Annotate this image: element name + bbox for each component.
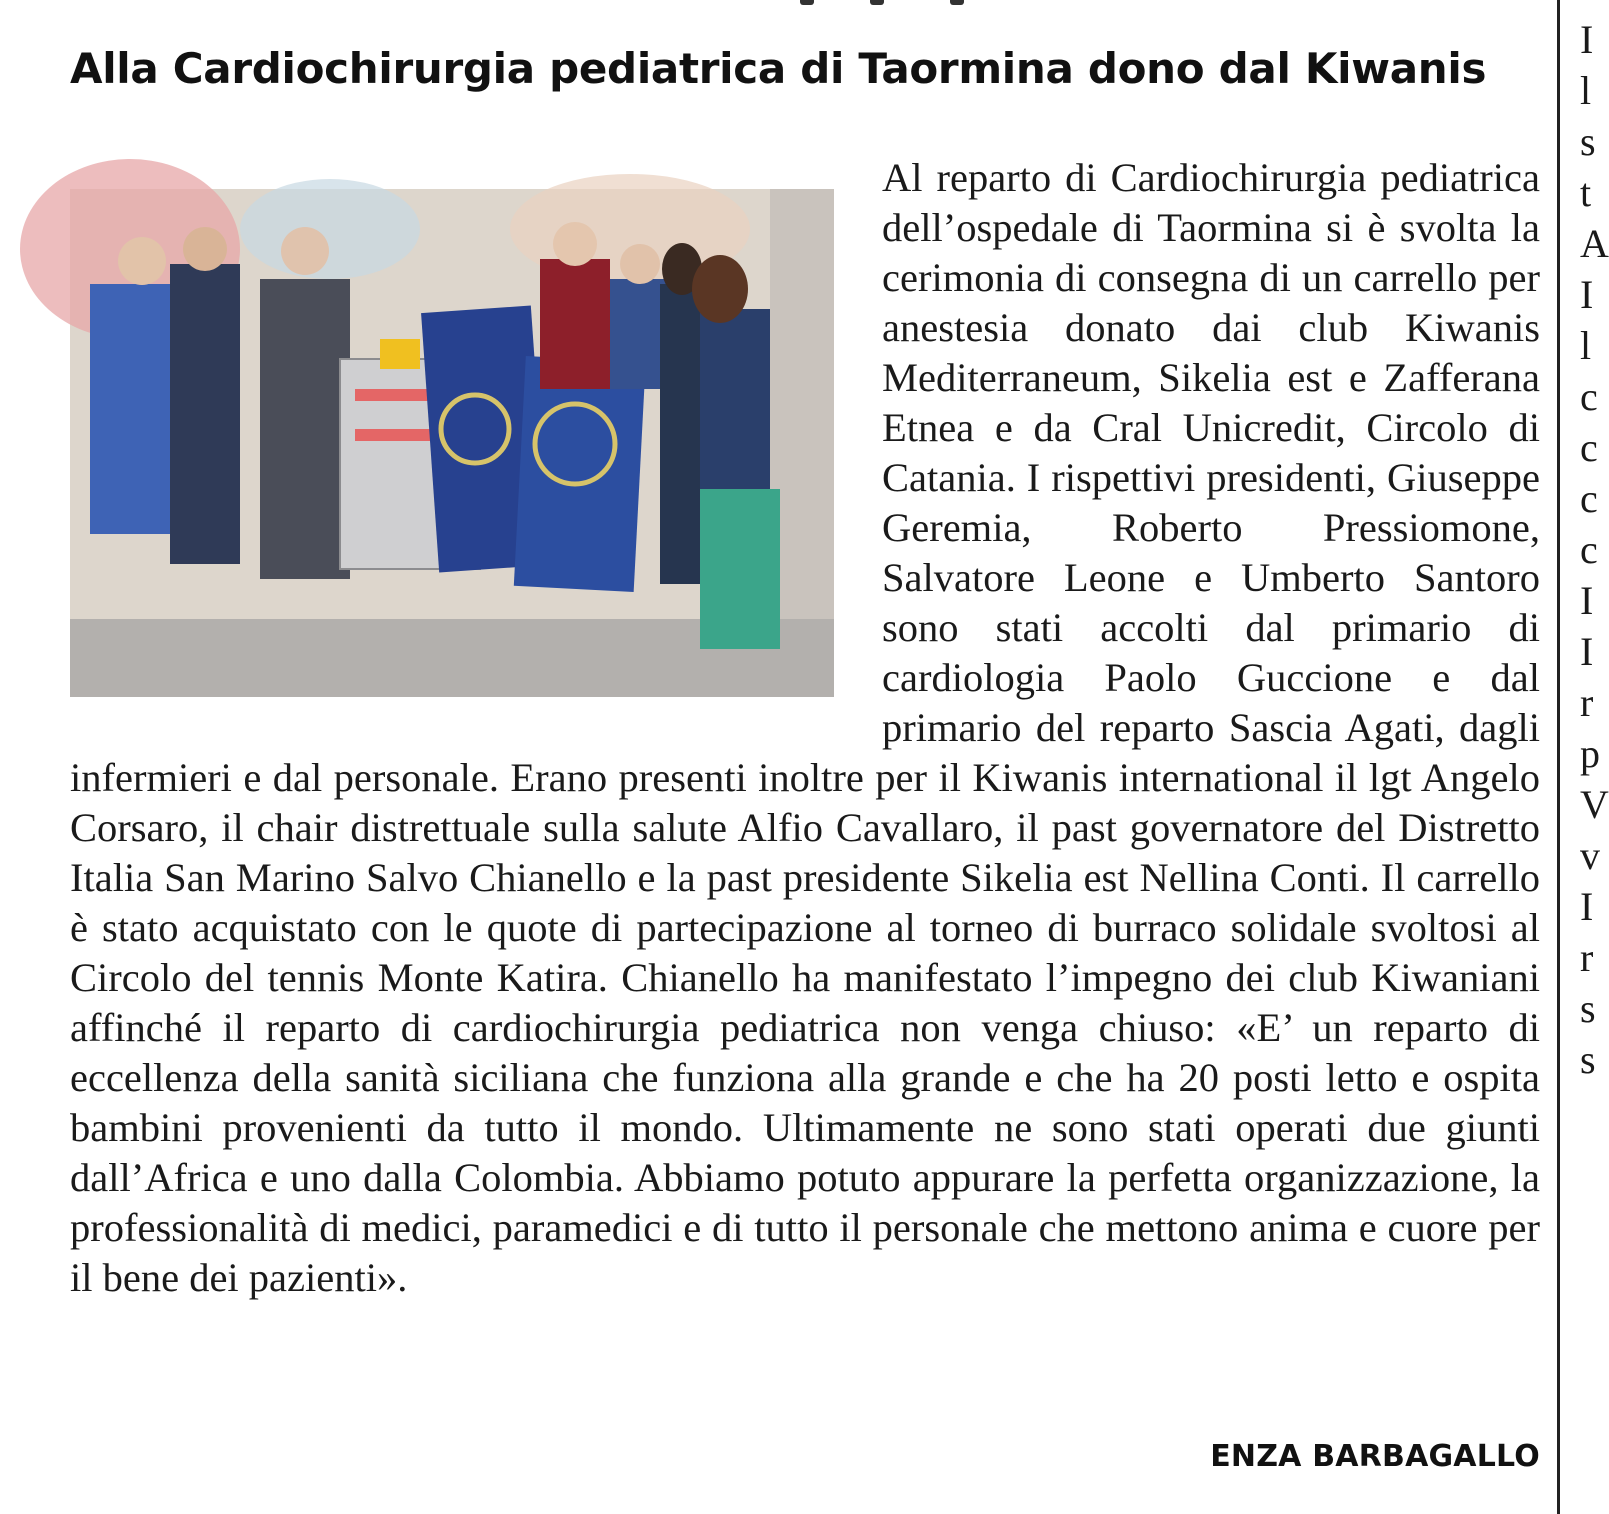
adjacent-column-letter: v <box>1580 833 1600 878</box>
article-body-text: Al reparto di Cardiochirurgia pediatrica dell’ospedale di Taormina si è svolta la cerimonia di consegna di un carrello per anestesia donato dai club Kiwanis Mediterraneum, Sikelia est e Zafferana Etnea e da Cral Unicredit, Circolo di Catania. I rispettivi presidenti, Giuseppe Geremia, Roberto Pressiomone, Salvatore Leone e Umberto Santoro sono stati accolti dal primario di cardiologia Paolo Guccione e dal primario del reparto Sascia Agati, dagli infermieri e dal personale. Erano presenti inoltre per il Kiwanis international il lgt Angelo Corsaro, il chair distrettuale sulla salute Alfio Cavallaro, il past governatore del Distretto Italia San Marino Salvo Chianello e la past presidente Sikelia est Nellina Conti. Il carrello è stato acquistato con le quote di partecipazione al torneo di burraco solidale svoltosi al Circolo del tennis Monte Katira. Chianello ha manifestato l’impegno dei club Kiwaniani affinché il reparto di cardiochirurgia pediatrica non venga chiuso: «E’ un reparto di eccellenza della sanità siciliana che funziona alla grande e che ha 20 posti letto e ospita bambini provenienti da tutto il mondo. Ultimamente ne sono stati operati due giunti dall’Africa e uno dalla Colombia. Abbiamo potuto appurare la perfetta organizzazione, la professionalità di medici, paramedici e di tutto il personale che mettono anima e cuore per il bene dei pazienti». <box>70 155 1540 1300</box>
adjacent-column-letter: l <box>1580 323 1592 368</box>
adjacent-column-letter: I <box>1580 578 1594 623</box>
adjacent-column-fragment <box>1580 0 1609 1514</box>
adjacent-column-letter: I <box>1580 629 1594 674</box>
top-crop-marks <box>790 0 990 6</box>
adjacent-column-letter: V <box>1580 782 1609 827</box>
column-divider <box>1557 0 1560 1514</box>
article-body-block <box>70 153 1540 1303</box>
adjacent-column-letter: r <box>1580 680 1594 725</box>
adjacent-column-letter: c <box>1580 374 1598 419</box>
adjacent-column-letter: I <box>1580 272 1594 317</box>
adjacent-column-letter: c <box>1580 425 1598 470</box>
adjacent-column-letter: c <box>1580 527 1598 572</box>
article-photo <box>70 189 834 697</box>
adjacent-column-letter: p <box>1580 731 1600 776</box>
adjacent-column-letter: c <box>1580 476 1598 521</box>
adjacent-column-letter: s <box>1580 986 1596 1031</box>
article-headline: Alla Cardiochirurgia pediatrica di Taormina dono dal Kiwanis <box>70 44 1487 93</box>
photo-illustration <box>70 189 834 697</box>
adjacent-column-letter: A <box>1580 221 1609 266</box>
adjacent-column-letter: s <box>1580 1037 1596 1082</box>
adjacent-column-letter: s <box>1580 119 1596 164</box>
adjacent-column-letter: r <box>1580 935 1594 980</box>
adjacent-column-letter: l <box>1580 68 1592 113</box>
article-byline: ENZA BARBAGALLO <box>1210 1439 1540 1474</box>
adjacent-column-letter: I <box>1580 17 1594 62</box>
adjacent-column-letter: t <box>1580 170 1592 215</box>
adjacent-column-letter: I <box>1580 884 1594 929</box>
